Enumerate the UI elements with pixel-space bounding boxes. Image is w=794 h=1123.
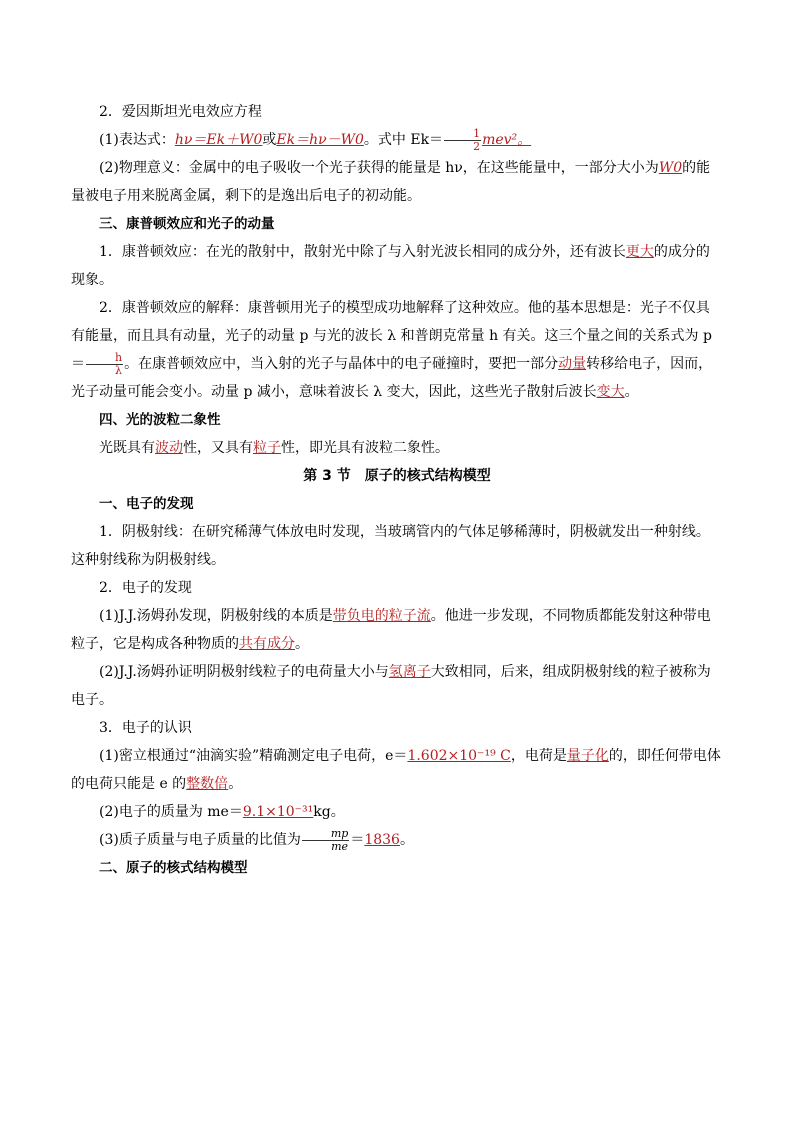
text-segment: (2)物理意义：金属中的电子吸收一个光子获得的能量是 hν，在这些能量中，一部分大小为 — [99, 160, 659, 176]
answer-blank: 9.1×10⁻³¹ — [242, 804, 314, 820]
answer-blank: 量子化 — [566, 748, 609, 764]
chapter-number: 第 3 节 — [303, 468, 351, 484]
text-segment: 的能量被电子用来脱离金属，剩下的是逸出后电子的初动能。 — [71, 160, 711, 204]
text-segment: 转移给电子，因而，光子动量可能会变小。动量 p 减小，意味着波长 λ 变大，因此，这些光子散射后波长 — [71, 356, 713, 400]
fraction-denominator: me — [331, 839, 349, 853]
expression-paragraph — [71, 126, 723, 154]
answer-blank: 波动 — [155, 440, 183, 456]
thomson-paragraph-1 — [71, 602, 723, 658]
text-segment: 。 — [228, 776, 243, 792]
answer-blank: 带负电的粒子流 — [332, 608, 431, 624]
text-segment: (2)J.J.汤姆孙证明阴极射线粒子的电荷量大小与 — [99, 664, 389, 680]
answer-blank: hν＝Ek＋W0 — [174, 132, 263, 148]
text-segment: 性，又具有 — [183, 440, 253, 456]
text-segment: 光既具有 — [99, 440, 155, 456]
text-segment: (1)密立根通过“油滴实验”精确测定电子电荷，e＝ — [99, 748, 408, 764]
electron-discovery-heading: 2．电子的发现 — [99, 580, 192, 596]
answer-blank: 氢离子 — [388, 664, 431, 680]
compton-effect-paragraph — [71, 238, 723, 294]
physical-meaning-paragraph — [71, 154, 723, 210]
fraction-numerator: h — [86, 352, 123, 365]
text-segment: 。他进一步发现，不同物质都能发射这种带电粒子，它是构成各种物质的 — [71, 608, 711, 652]
fraction-mp-over-me — [302, 828, 349, 853]
fraction-h-over-lambda — [86, 352, 123, 377]
fraction-numerator: 1 — [444, 128, 481, 141]
text-or: 或 — [262, 132, 277, 148]
cathode-ray-paragraph: 1．阴极射线：在研究稀薄气体放电时发现，当玻璃管内的气体足够稀薄时，阴极就发出一种射线。这种射线称为阴极射线。 — [71, 524, 710, 568]
duality-paragraph — [71, 434, 723, 462]
answer-blank: 变大 — [596, 384, 625, 400]
text-segment: (1)J.J.汤姆孙发现，阴极射线的本质是 — [99, 608, 333, 624]
answer-blank: 共有成分 — [239, 636, 295, 652]
fraction-half — [444, 128, 481, 153]
text-segment: ＝ — [350, 832, 365, 848]
fraction-denominator: 2 — [473, 139, 481, 153]
answer-blank: 粒子 — [253, 440, 281, 456]
answer-blank: mev²。 — [482, 132, 532, 148]
answer-blank: 1.602×10⁻¹⁹ C — [407, 748, 511, 764]
text-segment: 。在康普顿效应中，当入射的光子与晶体中的电子碰撞时，要把一部分 — [124, 356, 559, 372]
answer-blank: 1836 — [364, 832, 400, 848]
expression-label: (1)表达式： — [99, 132, 175, 148]
text-segment: 。 — [399, 832, 414, 848]
mass-ratio-paragraph — [71, 826, 723, 854]
answer-blank: W0 — [658, 160, 683, 176]
document-page — [71, 98, 723, 882]
text-segment: 。 — [295, 636, 309, 652]
text-segment: ，电荷是 — [510, 748, 567, 764]
electron-mass-paragraph — [71, 798, 723, 826]
compton-explanation-paragraph — [71, 294, 723, 406]
text-segment: 大致相同，后来，组成阴极射线的粒子被称为电子。 — [71, 664, 711, 708]
fraction-numerator: mp — [302, 828, 349, 841]
answer-blank: Ek＝hν－W0 — [276, 132, 364, 148]
fraction-denominator: λ — [115, 363, 123, 377]
chapter-name: 原子的核式结构模型 — [364, 468, 491, 484]
text-segment: 性，即光具有波粒二象性。 — [281, 440, 449, 456]
text-segment: 。 — [624, 384, 639, 400]
electron-knowledge-heading: 3．电子的认识 — [99, 720, 192, 736]
text-segment: kg。 — [313, 804, 345, 820]
millikan-paragraph — [71, 742, 723, 798]
text-segment: (3)质子质量与电子质量的比值为 — [99, 832, 301, 848]
answer-blank: 整数倍 — [186, 776, 229, 792]
answer-blank: 动量 — [558, 356, 587, 372]
text-segment: 1．康普顿效应：在光的散射中，散射光中除了与入射光波长相同的成分外，还有波长 — [99, 244, 626, 260]
answer-blank: 更大 — [625, 244, 654, 260]
section-heading-electron-discovery: 一、电子的发现 — [99, 496, 194, 512]
text-segment: 。式中 Ek＝ — [363, 132, 444, 148]
thomson-paragraph-2 — [71, 658, 723, 714]
section-heading-nuclear-model: 二、原子的核式结构模型 — [99, 860, 248, 876]
chapter-title — [71, 462, 723, 490]
text-segment: 的成分的现象。 — [71, 244, 710, 288]
text-segment: 的，即任何带电体的电荷只能是 e 的 — [71, 748, 721, 792]
text-segment: (2)电子的质量为 me＝ — [99, 804, 243, 820]
text-segment: 2．康普顿效应的解释：康普顿用光子的模型成功地解释了这种效应。他的基本思想是：光子不仅具有能量，而且具有动量，光子的动量 p 与光的波长 λ 和普朗克常量 h 有关。这三个量之间的关系式为 p＝ — [71, 300, 712, 372]
einstein-equation-heading: 2．爱因斯坦光电效应方程 — [99, 104, 262, 120]
section-heading-compton: 三、康普顿效应和光子的动量 — [99, 216, 275, 232]
section-heading-duality: 四、光的波粒二象性 — [99, 412, 221, 428]
